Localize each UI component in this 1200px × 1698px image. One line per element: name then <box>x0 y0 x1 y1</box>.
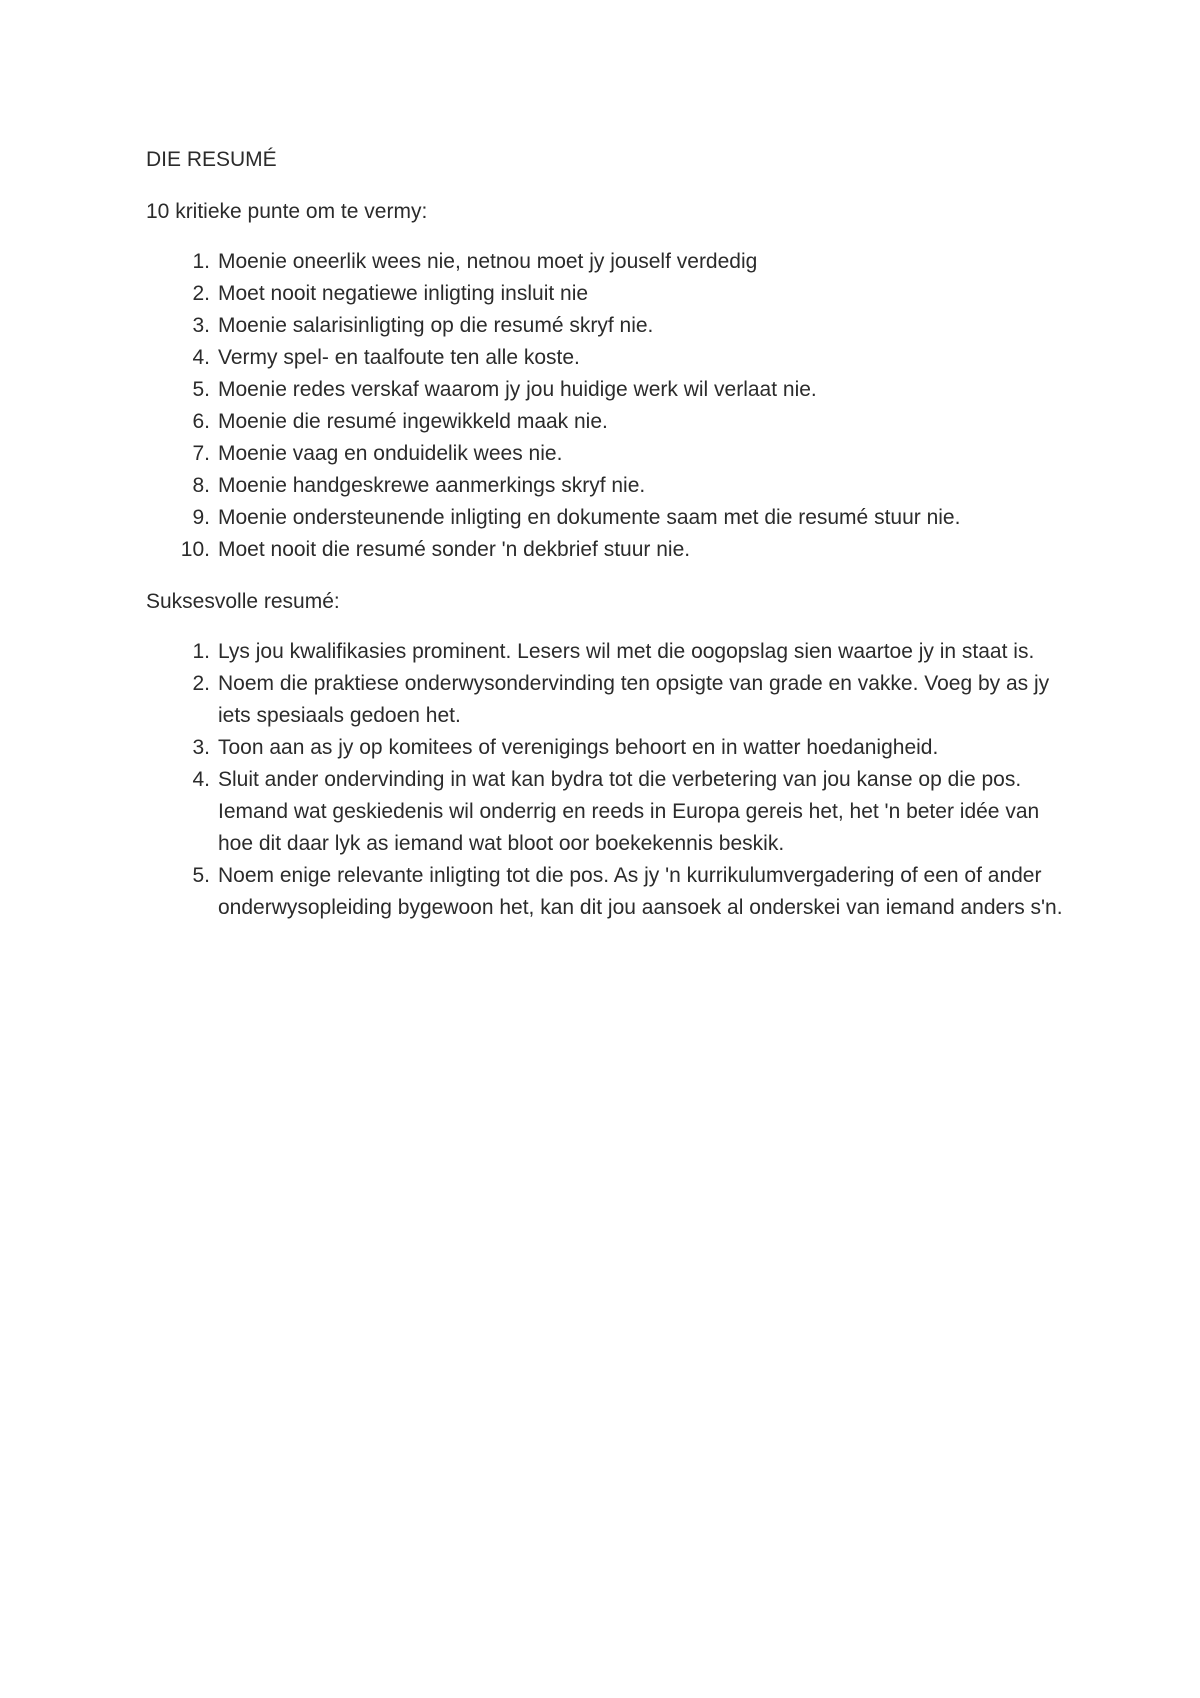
list-item <box>146 668 1066 732</box>
list-number: 10. <box>180 538 210 561</box>
list-text: Toon aan as jy op komitees of verenigings behoort en in watter hoedanigheid. <box>218 736 939 759</box>
list-item <box>146 278 1066 310</box>
list-number: 2. <box>192 282 210 305</box>
list-item <box>146 534 1066 566</box>
list-text: Moet nooit negatiewe inligting insluit nie <box>218 282 589 305</box>
list-item <box>146 374 1066 406</box>
list-item <box>146 470 1066 502</box>
list-item <box>146 502 1066 534</box>
list-text: Moenie handgeskrewe aanmerkings skryf nie. <box>218 474 646 497</box>
list-text: Sluit ander ondervinding in wat kan bydra tot die verbetering van jou kanse op die pos. Iemand wat geskiedenis wil onderrig en reeds in Europa gereis het, het 'n beter idée van hoe dit daar lyk as iemand wat bloot oor boekekennis beskik. <box>218 768 1040 855</box>
list-number: 4. <box>192 346 210 369</box>
list-item <box>146 732 1066 764</box>
list-item <box>146 636 1066 668</box>
list-number: 1. <box>192 640 210 663</box>
list-number: 5. <box>192 378 210 401</box>
list-number: 6. <box>192 410 210 433</box>
section-heading-success: Suksesvolle resumé: <box>146 590 340 613</box>
list-item <box>146 438 1066 470</box>
document-title: DIE RESUMÉ <box>146 148 277 171</box>
list-number: 3. <box>192 314 210 337</box>
list-text: Moenie ondersteunende inligting en dokumente saam met die resumé stuur nie. <box>218 506 961 529</box>
list-text: Noem enige relevante inligting tot die pos. As jy 'n kurrikulumvergadering of een of ander onderwysopleiding bygewoon het, kan dit jou aansoek al onderskei van iemand anders s'n. <box>218 864 1063 919</box>
list-number: 2. <box>192 672 210 695</box>
list-text: Vermy spel- en taalfoute ten alle koste. <box>218 346 580 369</box>
document-content <box>146 144 1066 924</box>
success-list <box>146 636 1066 924</box>
list-number: 4. <box>192 768 210 791</box>
avoid-list <box>146 246 1066 566</box>
list-number: 9. <box>192 506 210 529</box>
list-item <box>146 342 1066 374</box>
list-text: Moet nooit die resumé sonder 'n dekbrief stuur nie. <box>218 538 691 561</box>
list-text: Moenie salarisinligting op die resumé skryf nie. <box>218 314 654 337</box>
list-number: 7. <box>192 442 210 465</box>
list-item <box>146 310 1066 342</box>
list-text: Lys jou kwalifikasies prominent. Lesers wil met die oogopslag sien waartoe jy in staat is. <box>218 640 1035 663</box>
list-number: 5. <box>192 864 210 887</box>
list-number: 3. <box>192 736 210 759</box>
list-text: Moenie oneerlik wees nie, netnou moet jy jouself verdedig <box>218 250 758 273</box>
list-number: 1. <box>192 250 210 273</box>
list-text: Moenie vaag en onduidelik wees nie. <box>218 442 563 465</box>
list-item <box>146 406 1066 438</box>
list-item <box>146 764 1066 860</box>
list-item <box>146 246 1066 278</box>
list-number: 8. <box>192 474 210 497</box>
list-text: Moenie redes verskaf waarom jy jou huidige werk wil verlaat nie. <box>218 378 817 401</box>
list-text: Noem die praktiese onderwysondervinding ten opsigte van grade en vakke. Voeg by as jy iets spesiaals gedoen het. <box>218 672 1050 727</box>
list-item <box>146 860 1066 924</box>
section-heading-avoid: 10 kritieke punte om te vermy: <box>146 200 428 223</box>
list-text: Moenie die resumé ingewikkeld maak nie. <box>218 410 608 433</box>
